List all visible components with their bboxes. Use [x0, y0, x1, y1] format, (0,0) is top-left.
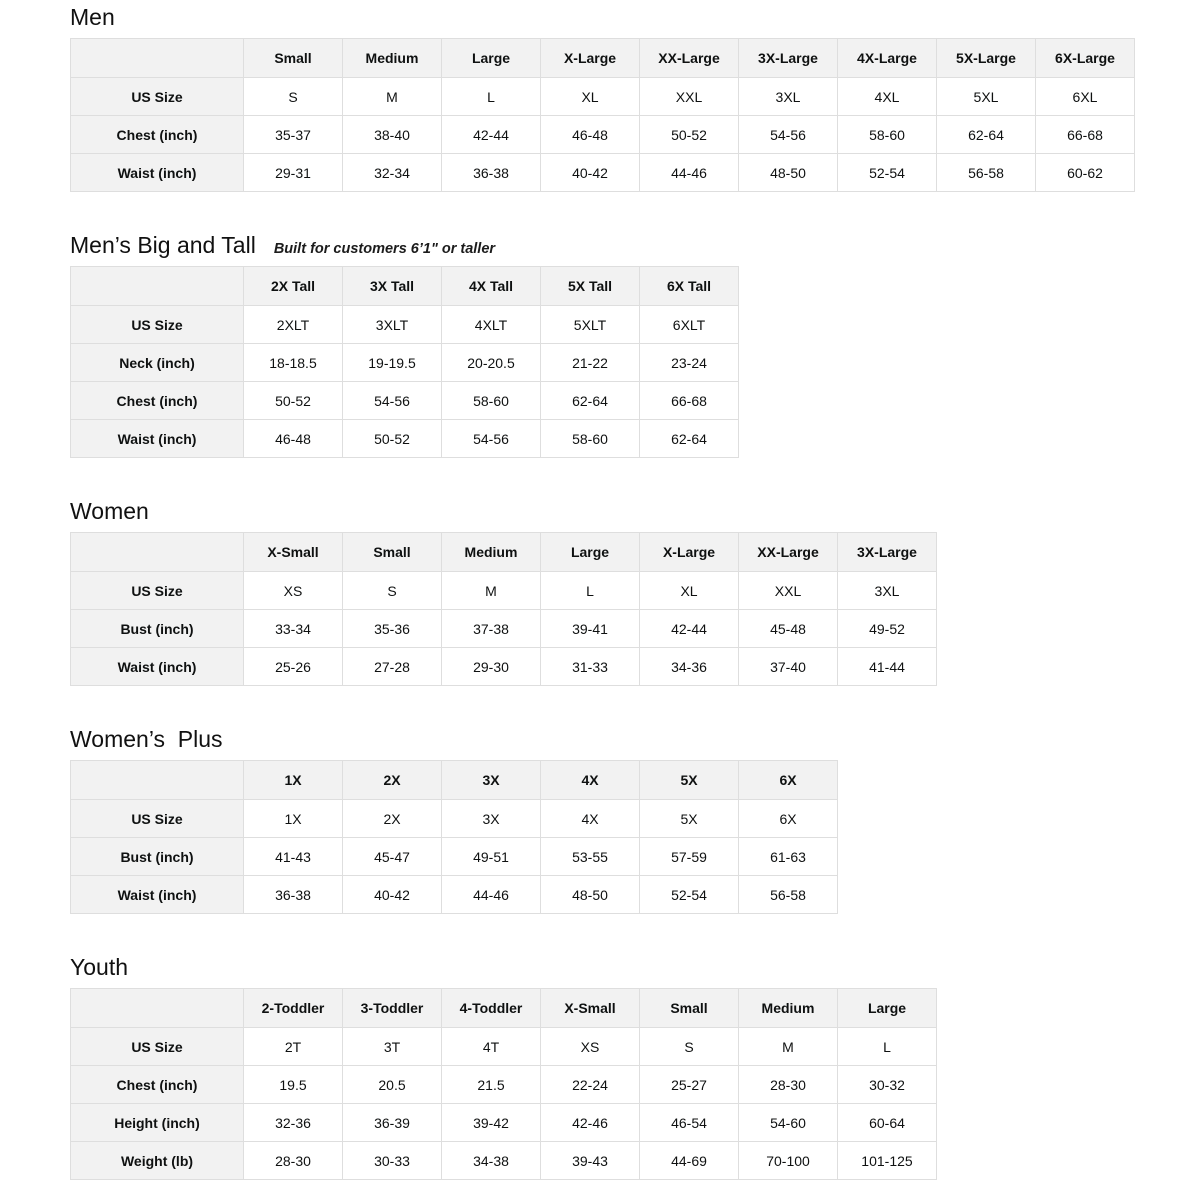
column-header: X-Large	[640, 533, 739, 572]
size-cell: 46-48	[244, 420, 343, 458]
column-header: XX-Large	[640, 39, 739, 78]
table-row	[71, 800, 838, 838]
size-cell: 60-64	[838, 1104, 937, 1142]
size-cell: 30-32	[838, 1066, 937, 1104]
column-header: 2X	[343, 761, 442, 800]
row-label: Chest (inch)	[71, 382, 244, 420]
size-cell: 66-68	[1036, 116, 1135, 154]
section-men	[70, 4, 1200, 192]
size-cell: 6XL	[1036, 78, 1135, 116]
section-heading	[70, 4, 1200, 30]
table-row	[71, 876, 838, 914]
size-table-youth	[70, 988, 937, 1180]
size-cell: 50-52	[343, 420, 442, 458]
section-youth	[70, 954, 1200, 1180]
column-header: 6X-Large	[1036, 39, 1135, 78]
size-cell: 35-37	[244, 116, 343, 154]
corner-cell	[71, 267, 244, 306]
row-label: US Size	[71, 78, 244, 116]
size-cell: XS	[541, 1028, 640, 1066]
table-head	[71, 533, 937, 572]
size-cell: 20.5	[343, 1066, 442, 1104]
row-label: Chest (inch)	[71, 1066, 244, 1104]
size-cell: 36-38	[244, 876, 343, 914]
row-label: Waist (inch)	[71, 648, 244, 686]
size-cell: 1X	[244, 800, 343, 838]
size-cell: 31-33	[541, 648, 640, 686]
size-cell: 54-56	[442, 420, 541, 458]
column-header: 4X-Large	[838, 39, 937, 78]
size-cell: 42-46	[541, 1104, 640, 1142]
column-header: Large	[541, 533, 640, 572]
size-cell: 41-43	[244, 838, 343, 876]
table-row	[71, 1142, 937, 1180]
size-cell: 19-19.5	[343, 344, 442, 382]
section-title-youth: Youth	[70, 954, 128, 980]
row-label: Waist (inch)	[71, 154, 244, 192]
size-cell: 20-20.5	[442, 344, 541, 382]
section-title-mens-big-and-tall: Men’s Big and Tall	[70, 232, 256, 258]
size-cell: 4XLT	[442, 306, 541, 344]
size-cell: 44-46	[640, 154, 739, 192]
row-label: Bust (inch)	[71, 610, 244, 648]
size-cell: 52-54	[838, 154, 937, 192]
column-header: 3X	[442, 761, 541, 800]
size-cell: S	[640, 1028, 739, 1066]
size-cell: 36-38	[442, 154, 541, 192]
size-cell: M	[442, 572, 541, 610]
size-cell: 44-46	[442, 876, 541, 914]
size-cell: XL	[640, 572, 739, 610]
size-cell: 36-39	[343, 1104, 442, 1142]
table-row	[71, 344, 739, 382]
column-header: Medium	[343, 39, 442, 78]
size-cell: 56-58	[739, 876, 838, 914]
column-header: 1X	[244, 761, 343, 800]
size-cell: 62-64	[541, 382, 640, 420]
column-header: 2X Tall	[244, 267, 343, 306]
column-header: XX-Large	[739, 533, 838, 572]
table-row	[71, 1066, 937, 1104]
size-cell: 42-44	[442, 116, 541, 154]
size-cell: 3X	[442, 800, 541, 838]
column-header: Medium	[739, 989, 838, 1028]
size-cell: 70-100	[739, 1142, 838, 1180]
size-cell: 4X	[541, 800, 640, 838]
table-body	[71, 800, 838, 914]
column-header: 5X-Large	[937, 39, 1036, 78]
size-cell: 27-28	[343, 648, 442, 686]
table-row	[71, 610, 937, 648]
size-cell: 42-44	[640, 610, 739, 648]
size-cell: 32-36	[244, 1104, 343, 1142]
size-cell: L	[838, 1028, 937, 1066]
size-chart-root	[70, 4, 1200, 1180]
size-cell: 23-24	[640, 344, 739, 382]
row-label: Chest (inch)	[71, 116, 244, 154]
header-row	[71, 533, 937, 572]
column-header: Large	[442, 39, 541, 78]
size-cell: M	[739, 1028, 838, 1066]
size-cell: 54-56	[343, 382, 442, 420]
size-cell: 48-50	[541, 876, 640, 914]
size-cell: 48-50	[739, 154, 838, 192]
row-label: Waist (inch)	[71, 420, 244, 458]
size-cell: 21-22	[541, 344, 640, 382]
column-header: X-Small	[541, 989, 640, 1028]
table-row	[71, 154, 1135, 192]
size-cell: 6X	[739, 800, 838, 838]
size-cell: 2T	[244, 1028, 343, 1066]
header-row	[71, 989, 937, 1028]
size-cell: 46-48	[541, 116, 640, 154]
table-head	[71, 39, 1135, 78]
size-cell: 28-30	[244, 1142, 343, 1180]
section-heading	[70, 954, 1200, 980]
size-cell: 49-52	[838, 610, 937, 648]
column-header: 6X	[739, 761, 838, 800]
size-cell: 19.5	[244, 1066, 343, 1104]
size-cell: 39-42	[442, 1104, 541, 1142]
size-table-men	[70, 38, 1135, 192]
column-header: Small	[640, 989, 739, 1028]
size-cell: 37-40	[739, 648, 838, 686]
column-header: 4X Tall	[442, 267, 541, 306]
size-cell: 40-42	[541, 154, 640, 192]
row-label: US Size	[71, 1028, 244, 1066]
size-cell: S	[244, 78, 343, 116]
table-head	[71, 989, 937, 1028]
size-cell: XS	[244, 572, 343, 610]
size-cell: 29-30	[442, 648, 541, 686]
size-cell: 101-125	[838, 1142, 937, 1180]
column-header: Small	[343, 533, 442, 572]
table-body	[71, 572, 937, 686]
size-cell: L	[442, 78, 541, 116]
size-cell: 2X	[343, 800, 442, 838]
table-body	[71, 306, 739, 458]
corner-cell	[71, 989, 244, 1028]
size-cell: 33-34	[244, 610, 343, 648]
size-cell: M	[343, 78, 442, 116]
size-table-womens-plus	[70, 760, 838, 914]
size-cell: L	[541, 572, 640, 610]
table-row	[71, 116, 1135, 154]
table-head	[71, 267, 739, 306]
column-header: Large	[838, 989, 937, 1028]
column-header: 5X	[640, 761, 739, 800]
table-row	[71, 838, 838, 876]
row-label: Height (inch)	[71, 1104, 244, 1142]
size-cell: 58-60	[442, 382, 541, 420]
section-subtitle-mens-big-and-tall: Built for customers 6’1" or taller	[273, 241, 496, 257]
column-header: Medium	[442, 533, 541, 572]
section-heading	[70, 232, 1200, 258]
size-cell: 57-59	[640, 838, 739, 876]
column-header: 4X	[541, 761, 640, 800]
section-heading	[70, 726, 1200, 752]
size-table-women	[70, 532, 937, 686]
size-cell: 30-33	[343, 1142, 442, 1180]
size-cell: 56-58	[937, 154, 1036, 192]
size-cell: 58-60	[838, 116, 937, 154]
section-title-women: Women	[70, 498, 149, 524]
section-title-womens-plus: Women’s Plus	[70, 726, 223, 752]
size-cell: 53-55	[541, 838, 640, 876]
size-cell: 21.5	[442, 1066, 541, 1104]
size-cell: 49-51	[442, 838, 541, 876]
size-cell: 58-60	[541, 420, 640, 458]
size-cell: 62-64	[937, 116, 1036, 154]
section-heading	[70, 498, 1200, 524]
table-body	[71, 78, 1135, 192]
column-header: X-Large	[541, 39, 640, 78]
size-cell: 46-54	[640, 1104, 739, 1142]
corner-cell	[71, 533, 244, 572]
size-cell: 4T	[442, 1028, 541, 1066]
column-header: X-Small	[244, 533, 343, 572]
table-row	[71, 1028, 937, 1066]
column-header: 3X-Large	[739, 39, 838, 78]
size-cell: 62-64	[640, 420, 739, 458]
size-cell: 34-38	[442, 1142, 541, 1180]
size-cell: 3XL	[739, 78, 838, 116]
size-table-mens-big-and-tall	[70, 266, 739, 458]
size-cell: XL	[541, 78, 640, 116]
size-cell: 32-34	[343, 154, 442, 192]
size-cell: 28-30	[739, 1066, 838, 1104]
size-cell: 3T	[343, 1028, 442, 1066]
table-row	[71, 648, 937, 686]
size-cell: XXL	[739, 572, 838, 610]
table-head	[71, 761, 838, 800]
table-body	[71, 1028, 937, 1180]
size-cell: 5XLT	[541, 306, 640, 344]
size-cell: 6XLT	[640, 306, 739, 344]
column-header: 4-Toddler	[442, 989, 541, 1028]
column-header: 3X Tall	[343, 267, 442, 306]
section-title-men: Men	[70, 4, 115, 30]
size-cell: 34-36	[640, 648, 739, 686]
size-cell: 45-47	[343, 838, 442, 876]
size-cell: 3XL	[838, 572, 937, 610]
section-mens-big-and-tall	[70, 232, 1200, 458]
column-header: 3-Toddler	[343, 989, 442, 1028]
size-cell: 35-36	[343, 610, 442, 648]
size-cell: 38-40	[343, 116, 442, 154]
column-header: 6X Tall	[640, 267, 739, 306]
size-cell: 44-69	[640, 1142, 739, 1180]
size-cell: 18-18.5	[244, 344, 343, 382]
section-women	[70, 498, 1200, 686]
size-cell: 60-62	[1036, 154, 1135, 192]
size-cell: 2XLT	[244, 306, 343, 344]
row-label: Bust (inch)	[71, 838, 244, 876]
row-label: US Size	[71, 800, 244, 838]
size-cell: 54-60	[739, 1104, 838, 1142]
table-row	[71, 382, 739, 420]
size-cell: 40-42	[343, 876, 442, 914]
row-label: US Size	[71, 306, 244, 344]
header-row	[71, 39, 1135, 78]
size-cell: 39-43	[541, 1142, 640, 1180]
size-cell: 54-56	[739, 116, 838, 154]
size-cell: 66-68	[640, 382, 739, 420]
size-cell: 25-26	[244, 648, 343, 686]
size-cell: 50-52	[640, 116, 739, 154]
size-cell: 4XL	[838, 78, 937, 116]
table-row	[71, 1104, 937, 1142]
column-header: Small	[244, 39, 343, 78]
row-label: Neck (inch)	[71, 344, 244, 382]
size-cell: 41-44	[838, 648, 937, 686]
size-cell: S	[343, 572, 442, 610]
size-cell: 22-24	[541, 1066, 640, 1104]
row-label: Weight (lb)	[71, 1142, 244, 1180]
corner-cell	[71, 761, 244, 800]
size-cell: 39-41	[541, 610, 640, 648]
size-cell: 25-27	[640, 1066, 739, 1104]
size-cell: XXL	[640, 78, 739, 116]
corner-cell	[71, 39, 244, 78]
size-cell: 52-54	[640, 876, 739, 914]
size-cell: 45-48	[739, 610, 838, 648]
size-cell: 61-63	[739, 838, 838, 876]
size-cell: 5XL	[937, 78, 1036, 116]
table-row	[71, 306, 739, 344]
size-cell: 5X	[640, 800, 739, 838]
size-cell: 3XLT	[343, 306, 442, 344]
size-cell: 29-31	[244, 154, 343, 192]
size-cell: 37-38	[442, 610, 541, 648]
column-header: 2-Toddler	[244, 989, 343, 1028]
section-womens-plus	[70, 726, 1200, 914]
row-label: Waist (inch)	[71, 876, 244, 914]
table-row	[71, 78, 1135, 116]
header-row	[71, 267, 739, 306]
column-header: 5X Tall	[541, 267, 640, 306]
header-row	[71, 761, 838, 800]
column-header: 3X-Large	[838, 533, 937, 572]
row-label: US Size	[71, 572, 244, 610]
size-cell: 50-52	[244, 382, 343, 420]
table-row	[71, 572, 937, 610]
table-row	[71, 420, 739, 458]
